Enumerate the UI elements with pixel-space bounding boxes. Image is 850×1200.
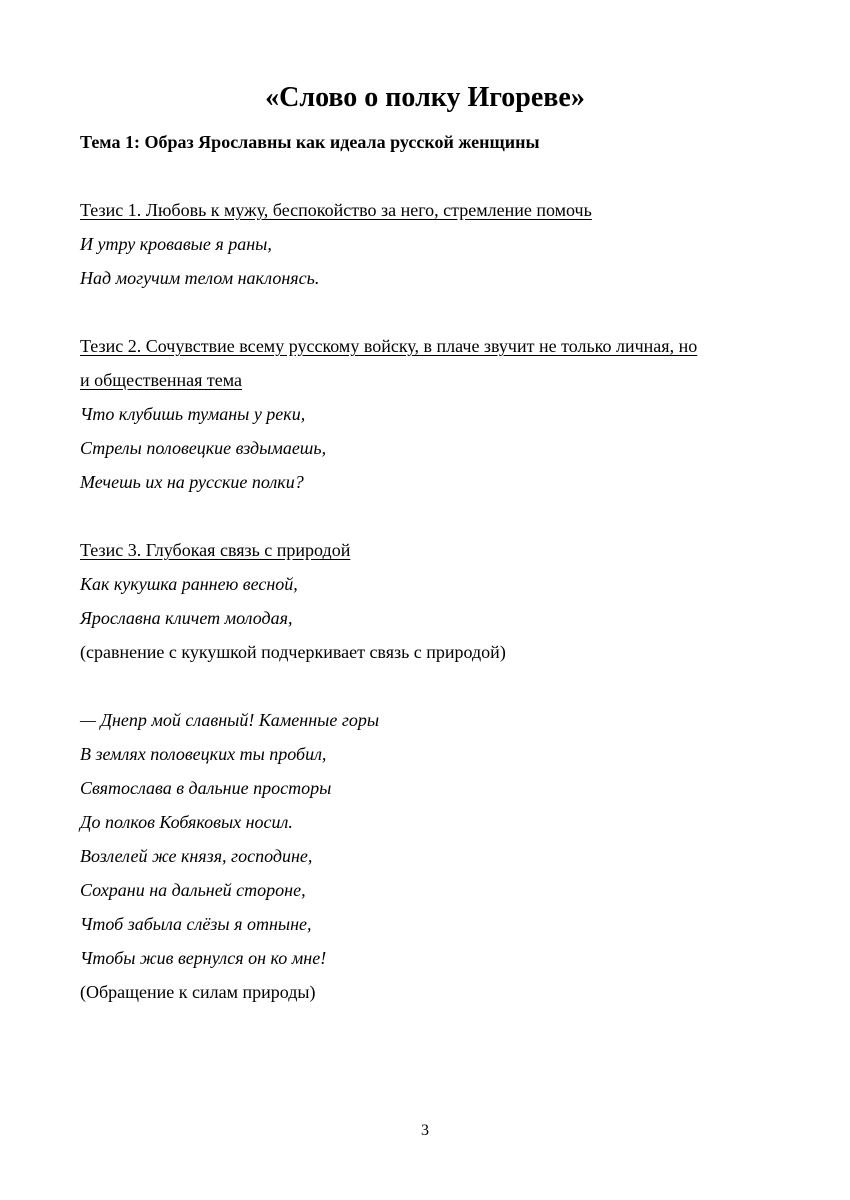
quote-verse-line: Сохрани на дальней стороне, [80, 880, 306, 900]
thesis-2-verse-line: Мечешь их на русские полки? [80, 472, 304, 492]
quote-verse-line: Святослава в дальние просторы [80, 778, 332, 798]
page-title: «Слово о полку Игореве» [265, 82, 585, 113]
quote-verse-line: Чтобы жив вернулся он ко мне! [80, 948, 327, 968]
thesis-2-verse-line: Стрелы половецкие вздымаешь, [80, 438, 327, 458]
thesis-3-heading: Тезис 3. Глубокая связь с природой [80, 540, 351, 560]
quote-verse-line: До полков Кобяковых носил. [80, 812, 293, 832]
quote-verse-line: Возлелей же князя, господине, [80, 846, 313, 866]
thesis-1-heading: Тезис 1. Любовь к мужу, беспокойство за него, стремление помочь [80, 200, 592, 220]
thesis-2-heading: Тезис 2. Сочувствие всему русскому войску, в плаче звучит не только личная, но [80, 336, 698, 356]
spacer [80, 669, 780, 703]
thesis-1-verse-line: Над могучим телом наклонясь. [80, 268, 320, 288]
document-body [80, 125, 780, 1009]
thesis-3-comment: (сравнение с кукушкой подчеркивает связь с природой) [80, 642, 506, 662]
quote-verse-line: Чтоб забыла слёзы я отныне, [80, 914, 312, 934]
topic-heading: Тема 1: Образ Ярославны как идеала русской женщины [80, 132, 540, 152]
thesis-3-verse-line: Как кукушка раннею весной, [80, 574, 298, 594]
spacer [80, 159, 780, 193]
quote-verse-line: — Днепр мой славный! Каменные горы [80, 710, 380, 730]
page-number: 3 [421, 1122, 429, 1139]
quote-comment: (Обращение к силам природы) [80, 982, 316, 1002]
quote-verse-line: В землях половецких ты пробил, [80, 744, 327, 764]
spacer [80, 499, 780, 533]
spacer [80, 295, 780, 329]
thesis-2-heading-continued: и общественная тема [80, 370, 242, 390]
thesis-3-verse-line: Ярославна кличет молодая, [80, 608, 293, 628]
thesis-2-verse-line: Что клубишь туманы у реки, [80, 404, 306, 424]
thesis-1-verse-line: И утру кровавые я раны, [80, 234, 272, 254]
